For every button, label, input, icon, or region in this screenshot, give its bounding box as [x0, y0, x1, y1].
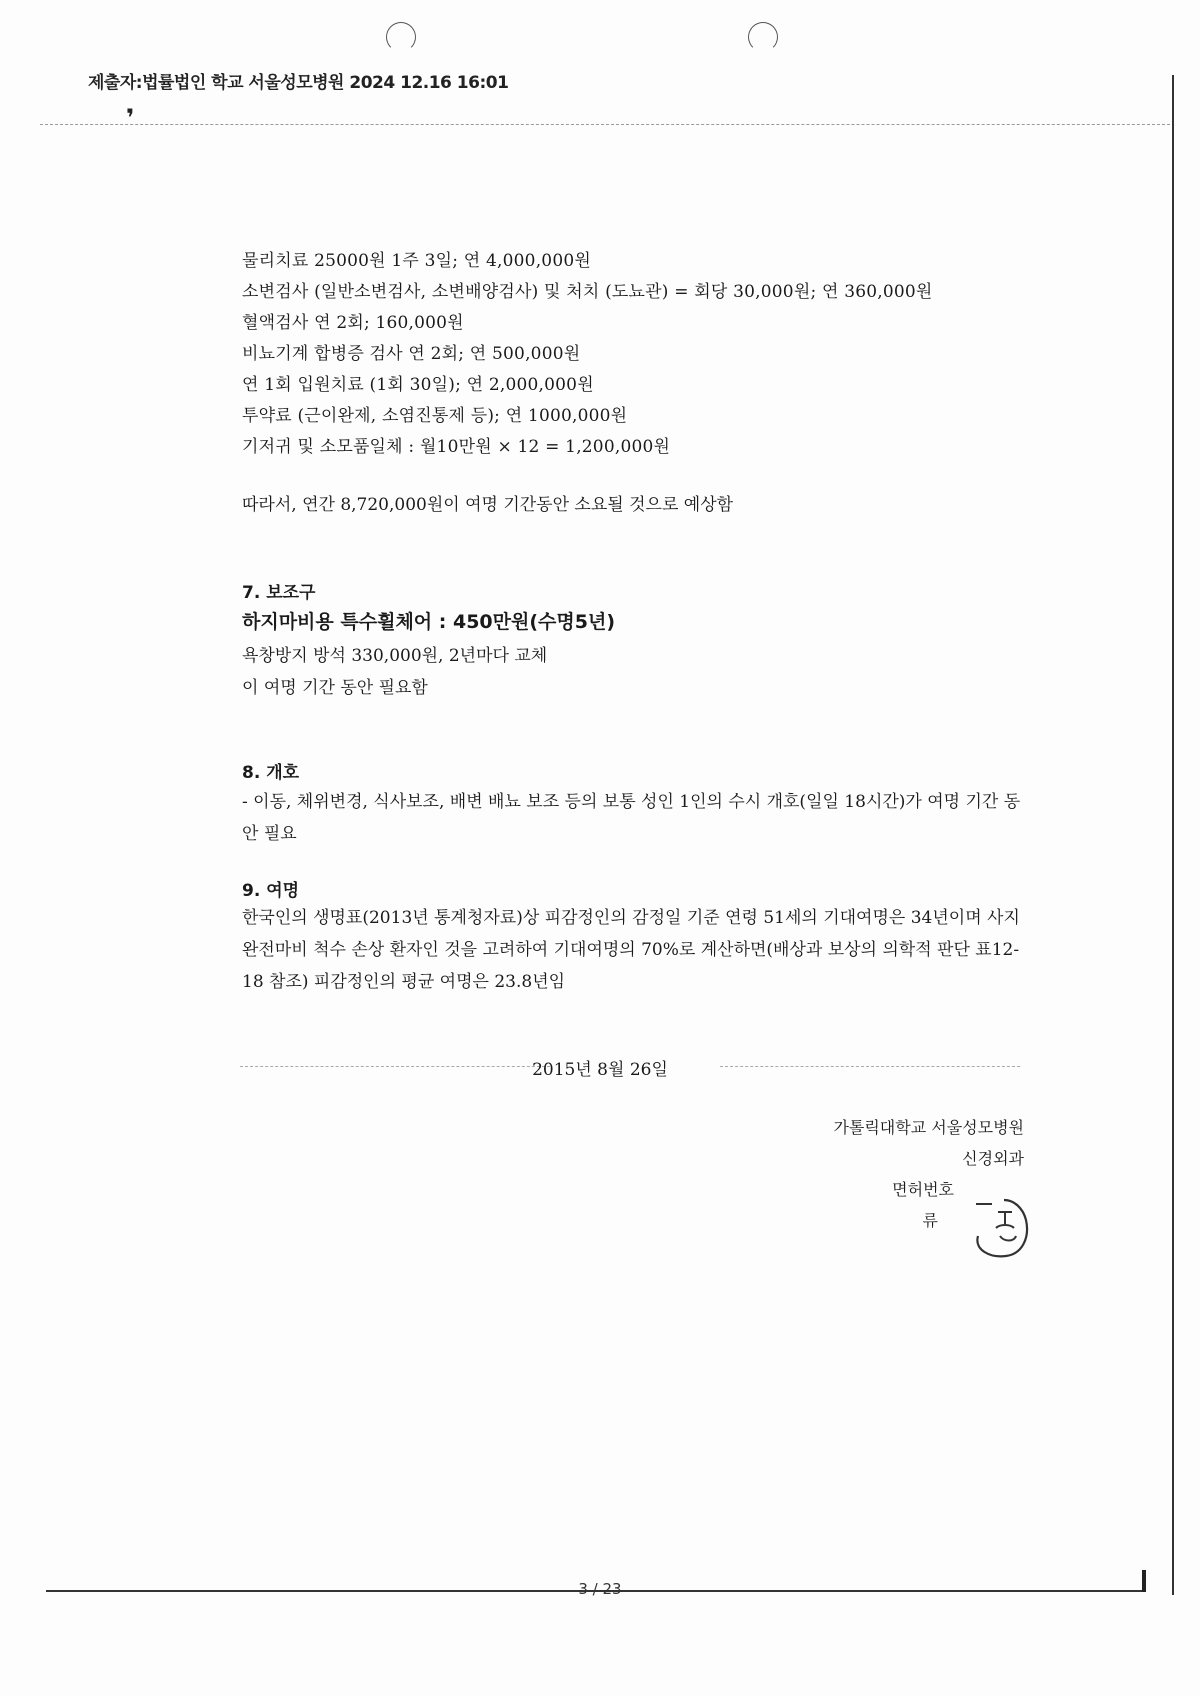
scan-mark: ❜	[126, 104, 135, 132]
doctor-name-mark: 류	[922, 1211, 938, 1230]
document-date: 2015년 8월 26일	[532, 1060, 668, 1080]
fax-header: 제출자:법률법인 학교 서울성모병원 2024 12.16 16:01	[88, 73, 509, 93]
punch-hole-right	[748, 22, 778, 52]
list-item: 혈액검사 연 2회; 160,000원	[242, 313, 464, 333]
seal-stamp	[970, 1190, 1032, 1260]
cushion-line: 욕창방지 방석 330,000원, 2년마다 교체	[242, 646, 548, 666]
list-item: 물리치료 25000원 1주 3일; 연 4,000,000원	[242, 251, 591, 271]
list-item: 기저귀 및 소모품일체 : 월10만원 × 12 = 1,200,000원	[242, 437, 671, 457]
department-name: 신경외과	[962, 1149, 1024, 1168]
wheelchair-line: 하지마비용 특수휠체어 : 450만원(수명5년)	[242, 611, 616, 633]
list-item: 소변검사 (일반소변검사, 소변배양검사) 및 처치 (도뇨관) = 회당 30,000원; 연 360,000원	[242, 282, 933, 302]
annual-cost-summary: 따라서, 연간 8,720,000원이 여명 기간동안 소요될 것으로 예상함	[242, 495, 734, 515]
section-9-title: 9. 여명	[242, 881, 300, 901]
section-8-body: - 이동, 체위변경, 식사보조, 배변 배뇨 보조 등의 보통 성인 1인의 수시 개호(일일 18시간)가 여명 기간 동안 필요	[242, 792, 1021, 844]
punch-hole-left	[386, 22, 416, 52]
treatment-cost-list	[242, 246, 1032, 463]
list-item: 투약료 (근이완제, 소염진통제 등); 연 1000,000원	[242, 406, 628, 426]
duration-line: 이 여명 기간 동안 필요함	[242, 678, 428, 698]
page-number: 3 / 23	[578, 1580, 622, 1598]
section-7-body	[242, 604, 1032, 704]
hospital-name: 가톨릭대학교 서울성모병원	[833, 1118, 1024, 1137]
header-divider	[40, 124, 1170, 125]
scan-edge-line	[1172, 75, 1174, 1595]
section-9-body: 한국인의 생명표(2013년 통계청자료)상 피감정인의 감정일 기준 연령 51세의 기대여명은 34년이며 사지완전마비 척수 손상 환자인 것을 고려하여 기대여명의 70%로 계산하면(배상과 보상의 의학적 판단 표12-18 참조) 피감정인의 평균 여명은 23.8년임	[242, 908, 1020, 992]
section-7-title: 7. 보조구	[242, 583, 316, 603]
list-item: 비뇨기계 합병증 검사 연 2회; 연 500,000원	[242, 344, 581, 364]
list-item: 연 1회 입원치료 (1회 30일); 연 2,000,000원	[242, 375, 594, 395]
section-8-title: 8. 개호	[242, 763, 300, 783]
license-label: 면허번호	[892, 1180, 954, 1199]
date-dash-right	[720, 1066, 1020, 1067]
